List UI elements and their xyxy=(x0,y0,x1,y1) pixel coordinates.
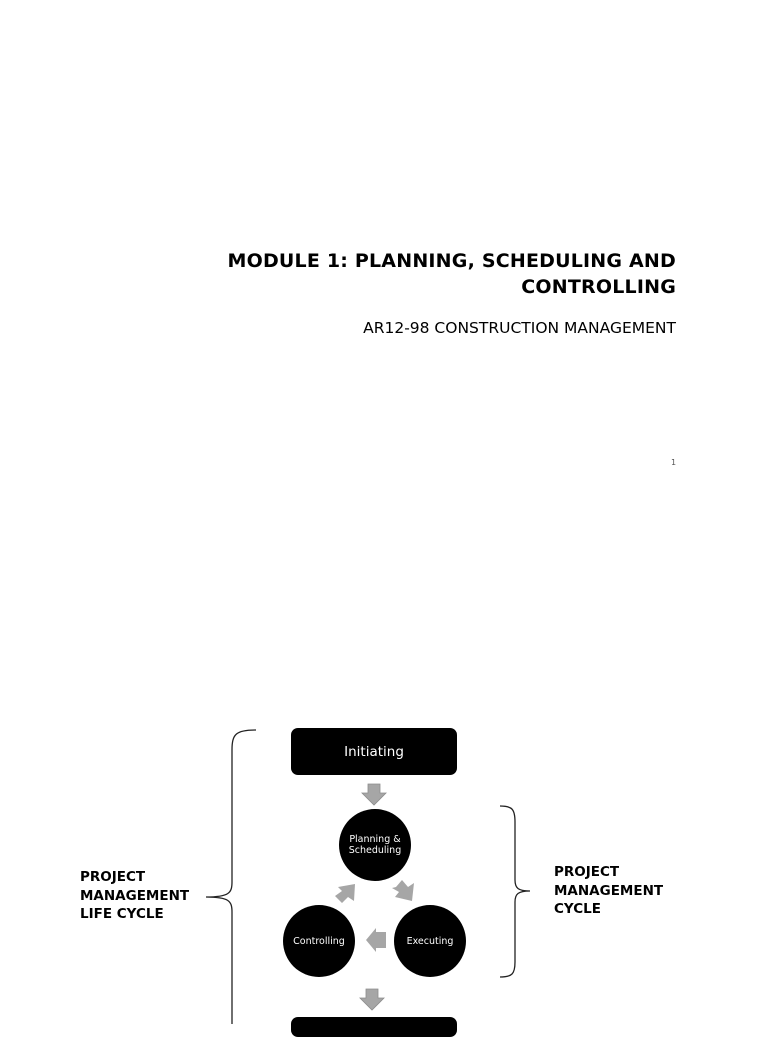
page-number: 1 xyxy=(671,458,677,467)
controlling-node xyxy=(283,905,355,977)
executing-label: Executing xyxy=(406,935,454,947)
executing-node xyxy=(394,905,466,977)
slide-title-line-2: CONTROLLING xyxy=(521,276,676,298)
arrow-planning-to-executing-icon xyxy=(392,880,414,901)
left-brace-icon xyxy=(206,730,256,1024)
arrow-controlling-to-planning-icon xyxy=(335,884,355,903)
right-brace-icon xyxy=(500,806,530,977)
right-label-line-2: MANAGEMENT xyxy=(554,882,664,899)
right-label-line-3: CYCLE xyxy=(554,901,601,917)
initiating-node xyxy=(291,728,457,775)
down-arrow-icon-top xyxy=(362,784,386,805)
project-management-life-cycle-label xyxy=(80,868,210,924)
left-label-line-2: MANAGEMENT xyxy=(80,887,190,904)
project-management-cycle-label xyxy=(554,863,684,919)
planning-scheduling-node xyxy=(339,809,411,881)
closing-node xyxy=(291,1017,457,1037)
slide-subtitle: AR12-98 CONSTRUCTION MANAGEMENT xyxy=(363,319,676,337)
down-arrow-icon-bottom xyxy=(360,989,384,1010)
left-label-line-1: PROJECT xyxy=(80,869,146,885)
initiating-label: Initiating xyxy=(344,743,404,760)
planning-label-line-2: Scheduling xyxy=(348,845,402,856)
controlling-label: Controlling xyxy=(293,935,345,947)
arrow-executing-to-controlling-icon xyxy=(366,928,386,952)
left-label-line-3: LIFE CYCLE xyxy=(80,906,164,922)
slide-title-line-1: MODULE 1: PLANNING, SCHEDULING AND xyxy=(227,250,676,272)
right-label-line-1: PROJECT xyxy=(554,864,620,880)
planning-label-line-1: Planning & xyxy=(349,834,401,845)
